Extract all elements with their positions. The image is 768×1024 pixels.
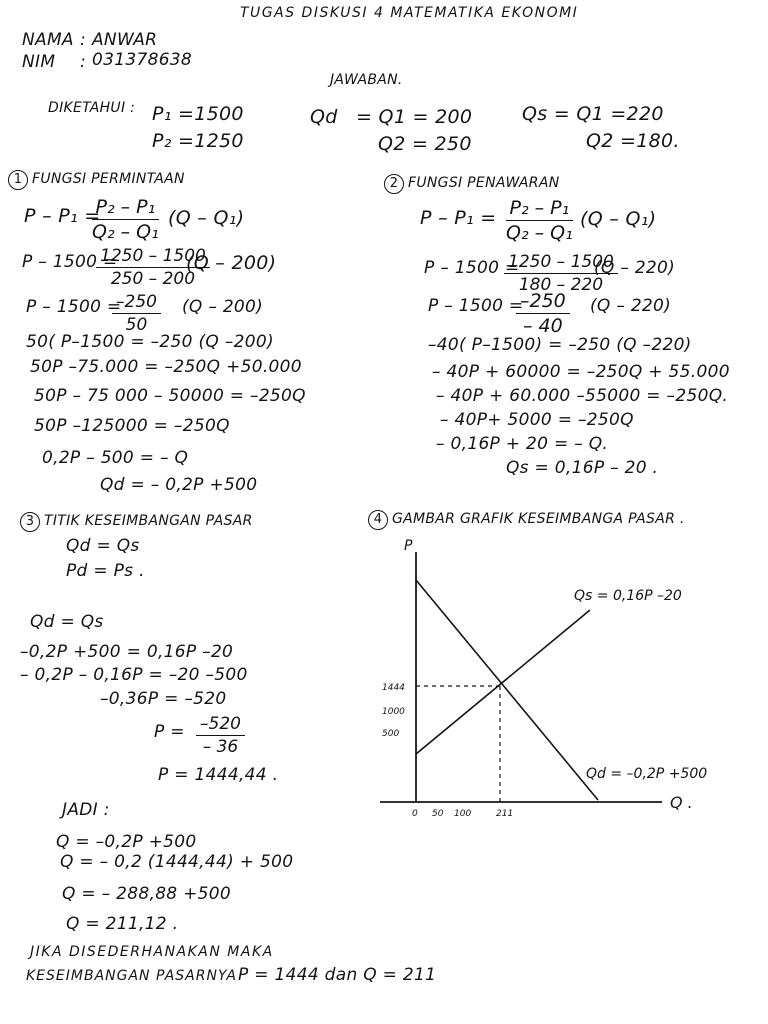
x-tick-label: 50 bbox=[432, 809, 444, 819]
quantity-step-2: Q = – 0,2 (1444,44) + 500 bbox=[60, 852, 294, 872]
x-tick-label: 100 bbox=[454, 809, 472, 819]
quantity-step-3: Q = – 288,88 +500 bbox=[62, 884, 232, 904]
demand-formula-left: P – P₁ = bbox=[24, 205, 101, 227]
supply-step-3-right: (Q – 220) bbox=[590, 296, 672, 316]
demand-step-2-denominator: 250 – 200 bbox=[110, 269, 196, 289]
supply-step-3-denominator: – 40 bbox=[523, 315, 563, 337]
nim-label: NIM bbox=[22, 52, 56, 72]
demand-step-4: 50( P–1500 = –250 (Q –200) bbox=[26, 332, 274, 352]
demand-result: Qd = – 0,2P +500 bbox=[100, 475, 258, 495]
section-2-title: FUNGSI PENAWARAN bbox=[408, 175, 560, 191]
supply-step-8: – 0,16P + 20 = – Q. bbox=[436, 434, 609, 454]
supply-step-3-fraction bbox=[516, 290, 570, 337]
section-4-heading bbox=[368, 510, 685, 530]
y-tick-label: 500 bbox=[382, 729, 400, 739]
x-axis-label: Q . bbox=[670, 793, 693, 812]
supply-formula-numerator: P₂ – P₁ bbox=[506, 197, 574, 221]
nama-separator: : bbox=[80, 30, 87, 50]
equilibrium-step-5-numerator: –520 bbox=[196, 714, 245, 736]
section-2-number: 2 bbox=[384, 174, 404, 194]
supply-step-2-left: P – 1500 = bbox=[424, 258, 520, 278]
section-2-heading bbox=[384, 174, 559, 194]
supply-step-7: – 40P+ 5000 = –250Q bbox=[440, 410, 634, 430]
supply-step-2-numerator: 1250 – 1500 bbox=[504, 252, 618, 274]
supply-step-6: – 40P + 60.000 –55000 = –250Q. bbox=[436, 386, 729, 406]
section-4-title: GAMBAR GRAFIK KESEIMBANGA PASAR . bbox=[392, 511, 685, 527]
equilibrium-step-4: –0,36P = –520 bbox=[100, 689, 227, 709]
equilibrium-cond-q: Qd = Qs bbox=[66, 536, 140, 556]
x-tick-label: 0 bbox=[412, 809, 418, 819]
nama-label: NAMA bbox=[22, 30, 74, 50]
y-tick-label: 1444 bbox=[382, 683, 405, 693]
supply-step-3-numerator: –250 bbox=[516, 290, 570, 314]
given-qs-q1: Qs = Q1 =220 bbox=[522, 103, 664, 125]
assignment-title: TUGAS DISKUSI 4 MATEMATIKA EKONOMI bbox=[240, 5, 579, 21]
conclusion-line-2a: KESEIMBANGAN PASARNYA bbox=[26, 968, 237, 984]
equilibrium-cond-p: Pd = Ps . bbox=[66, 561, 145, 581]
demand-step-2-numerator: 1250 – 1500 bbox=[96, 246, 210, 268]
supply-formula-right: (Q – Q₁) bbox=[580, 208, 657, 230]
conclusion-line-1: JIKA DISEDERHANAKAN MAKA bbox=[30, 944, 274, 960]
equilibrium-chart bbox=[370, 530, 760, 830]
demand-curve-label: Qd = –0,2P +500 bbox=[586, 766, 708, 782]
given-qs-q2: Q2 =180. bbox=[586, 130, 680, 152]
demand-line bbox=[416, 580, 598, 800]
supply-curve-label: Qs = 0,16P –20 bbox=[574, 588, 682, 604]
supply-result: Qs = 0,16P – 20 . bbox=[506, 458, 659, 478]
equilibrium-step-3: – 0,2P – 0,16P = –20 –500 bbox=[20, 665, 248, 685]
demand-formula-right: (Q – Q₁) bbox=[168, 207, 245, 229]
demand-step-3-denominator: 50 bbox=[125, 315, 148, 335]
nim-separator: : bbox=[80, 52, 87, 72]
equilibrium-price: P = 1444,44 . bbox=[158, 765, 279, 785]
given-p2: P₂ =1250 bbox=[152, 130, 244, 152]
given-p1: P₁ =1500 bbox=[152, 103, 244, 125]
equilibrium-step-2: –0,2P +500 = 0,16P –20 bbox=[20, 642, 234, 662]
section-1-number: 1 bbox=[8, 170, 28, 190]
y-axis-label: P bbox=[404, 538, 413, 554]
given-qd-q2: Q2 = 250 bbox=[378, 133, 472, 155]
equilibrium-step-5-left: P = bbox=[154, 722, 185, 742]
demand-step-7: 50P –125000 = –250Q bbox=[34, 416, 230, 436]
section-1-title: FUNGSI PERMINTAAN bbox=[32, 171, 185, 187]
given-qd-prefix: Qd bbox=[310, 106, 338, 128]
demand-step-6: 50P – 75 000 – 50000 = –250Q bbox=[34, 386, 306, 406]
supply-formula-fraction bbox=[502, 197, 577, 244]
equilibrium-step-1: Qd = Qs bbox=[30, 612, 104, 632]
supply-formula-denominator: Q₂ – Q₁ bbox=[506, 222, 573, 244]
section-1-heading bbox=[8, 170, 185, 190]
nim-value: 031378638 bbox=[92, 50, 193, 70]
supply-line bbox=[416, 610, 590, 754]
supply-step-4: –40( P–1500) = –250 (Q –220) bbox=[428, 335, 692, 355]
section-3-heading bbox=[20, 512, 253, 532]
demand-step-3-fraction bbox=[112, 292, 161, 335]
quantity-result: Q = 211,12 . bbox=[66, 914, 179, 934]
demand-step-3-numerator: –250 bbox=[112, 292, 161, 314]
demand-formula-fraction bbox=[88, 196, 163, 243]
equilibrium-step-5-denominator: – 36 bbox=[202, 737, 239, 757]
demand-step-8: 0,2P – 500 = – Q bbox=[42, 448, 189, 468]
demand-formula-denominator: Q₂ – Q₁ bbox=[92, 221, 159, 243]
y-tick-label: 1000 bbox=[382, 707, 405, 717]
section-3-number: 3 bbox=[20, 512, 40, 532]
demand-step-5: 50P –75.000 = –250Q +50.000 bbox=[30, 357, 302, 377]
supply-formula-left: P – P₁ = bbox=[420, 207, 497, 229]
supply-step-2-denominator: 180 – 220 bbox=[518, 275, 604, 295]
supply-step-2-right: (Q – 220) bbox=[594, 258, 676, 278]
section-4-number: 4 bbox=[368, 510, 388, 530]
diketahui-label: DIKETAHUI : bbox=[48, 100, 136, 116]
supply-step-5: – 40P + 60000 = –250Q + 55.000 bbox=[432, 362, 730, 382]
demand-formula-numerator: P₂ – P₁ bbox=[92, 196, 160, 220]
demand-step-3-left: P – 1500 = bbox=[26, 297, 122, 317]
x-tick-label: 211 bbox=[496, 809, 514, 819]
equilibrium-step-5-fraction bbox=[196, 714, 245, 757]
jawaban-heading: JAWABAN. bbox=[330, 72, 403, 88]
conclusion-line-2b: P = 1444 dan Q = 211 bbox=[238, 965, 437, 985]
demand-step-2-left: P – 1500 = bbox=[22, 252, 118, 272]
nama-value: ANWAR bbox=[92, 30, 158, 50]
jadi-label: JADI : bbox=[62, 800, 110, 820]
given-qd-q1: = Q1 = 200 bbox=[356, 106, 473, 128]
demand-step-2-right: (Q – 200) bbox=[186, 252, 277, 274]
supply-step-3-left: P – 1500 = bbox=[428, 296, 524, 316]
section-3-title: TITIK KESEIMBANGAN PASAR bbox=[44, 513, 253, 529]
quantity-step-1: Q = –0,2P +500 bbox=[56, 832, 197, 852]
demand-step-3-right: (Q – 200) bbox=[182, 297, 264, 317]
